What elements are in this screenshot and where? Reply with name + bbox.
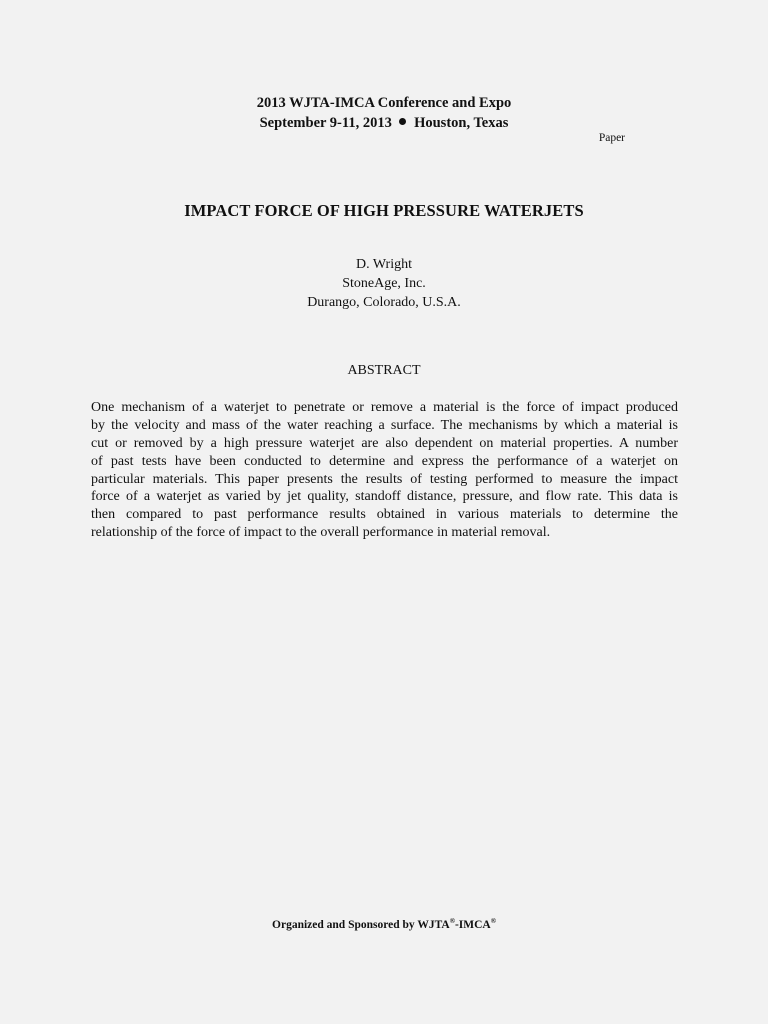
abstract-line: by the velocity and mass of the water reaching a surface. The mechanisms by which a material is	[91, 417, 678, 433]
footer-middle: -IMCA	[454, 919, 491, 931]
registered-mark: ®	[449, 917, 455, 925]
abstract-line: relationship of the force of impact to the overall performance in material removal.	[91, 525, 551, 541]
author-affiliation: StoneAge, Inc.	[342, 276, 426, 291]
paper-title: IMPACT FORCE OF HIGH PRESSURE WATERJETS	[184, 201, 584, 220]
conference-location: Houston, Texas	[414, 115, 509, 131]
abstract-heading: ABSTRACT	[347, 363, 421, 378]
author-block	[0, 255, 768, 312]
bullet-icon	[399, 118, 406, 125]
abstract-line: One mechanism of a waterjet to penetrate or remove a material is the force of impact produced	[91, 400, 678, 415]
abstract-line: force of a waterjet as varied by jet quality, standoff distance, pressure, and flow rate. This data is	[91, 489, 678, 505]
author-location: Durango, Colorado, U.S.A.	[307, 295, 461, 310]
paper-label: Paper	[598, 132, 625, 144]
conference-title: 2013 WJTA-IMCA Conference and Expo	[256, 95, 512, 111]
registered-mark: ®	[490, 917, 496, 925]
abstract-line: of past tests have been conducted to determine and express the performance of a waterjet on	[91, 453, 678, 469]
conference-dates: September 9-11, 2013	[259, 115, 392, 131]
footer-prefix: Organized and Sponsored by WJTA	[272, 919, 450, 931]
abstract-line: cut or removed by a high pressure waterjet are also dependent on material properties. A number	[91, 435, 678, 451]
author-name: D. Wright	[356, 257, 412, 272]
abstract-body	[91, 399, 678, 542]
abstract-line: then compared to past performance results obtained in various materials to determine the	[91, 507, 678, 523]
conference-date-location	[0, 113, 768, 133]
abstract-line: particular materials. This paper presents the results of testing performed to measure the impact	[91, 471, 678, 487]
sponsor-footer	[0, 913, 768, 933]
